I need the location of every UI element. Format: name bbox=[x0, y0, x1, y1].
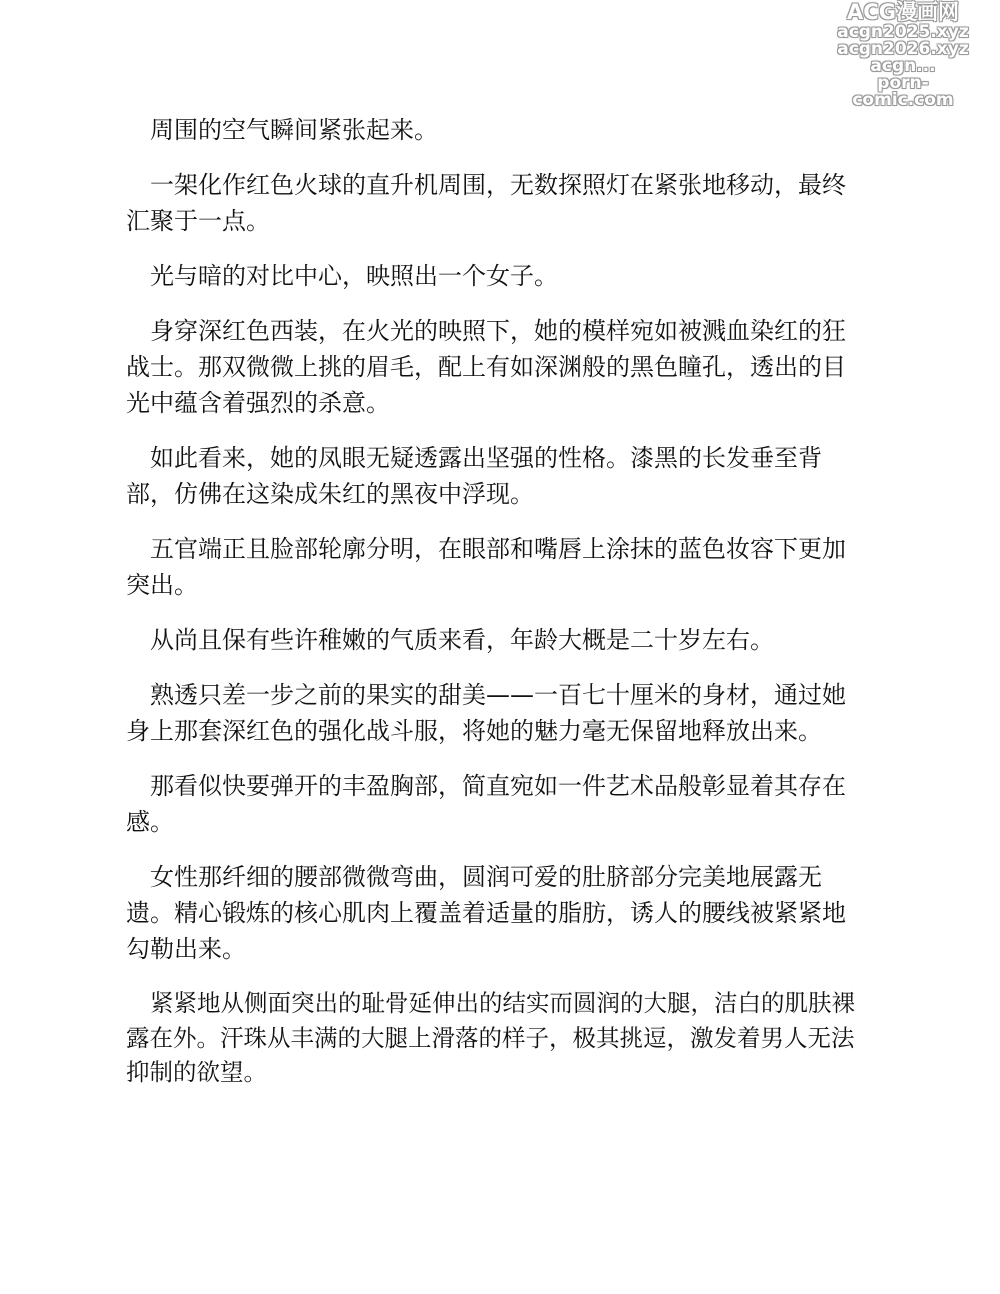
paragraph-6: 五官端正且脸部轮廓分明，在眼部和嘴唇上涂抹的蓝色妆容下更加突出。 bbox=[126, 535, 846, 599]
watermark-domain-3: acgn... bbox=[870, 56, 936, 76]
paragraph-10: 女性那纤细的腰部微微弯曲，圆润可爱的肚脐部分完美地展露无遗。精心锻炼的核心肌肉上覆盖着适量的脂肪，诱人的腰线被紧紧地勾勒出来。 bbox=[126, 863, 846, 963]
watermark-domain-2: acgn2026.xyz bbox=[837, 39, 969, 59]
paragraph-7: 从尚且保有些许稚嫩的气质来看，年龄大概是二十岁左右。 bbox=[150, 626, 774, 654]
paragraph-11: 紧紧地从侧面突出的耻骨延伸出的结实而圆润的大腿，洁白的肌肤裸露在外。汗珠从丰满的大腿上滑落的样子，极其挑逗，激发着男人无法抑制的欲望。 bbox=[126, 989, 855, 1086]
paragraph-3: 光与暗的对比中心，映照出一个女子。 bbox=[150, 262, 558, 290]
paragraph-8: 熟透只差一步之前的果实的甜美——一百七十厘米的身材，通过她身上那套深红色的强化战斗服，将她的魅力毫无保留地释放出来。 bbox=[126, 681, 846, 745]
watermark-domain-4: porn-comic.com bbox=[852, 73, 954, 110]
paragraph-4: 身穿深红色西装，在火光的映照下，她的模样宛如被溅血染红的狂战士。那双微微上挑的眉毛，配上有如深渊般的黑色瞳孔，透出的目光中蕴含着强烈的杀意。 bbox=[126, 317, 846, 417]
paragraph-5: 如此看来，她的凤眼无疑透露出坚强的性格。漆黑的长发垂至背部，仿佛在这染成朱红的黑夜中浮现。 bbox=[126, 444, 822, 508]
paragraph-9: 那看似快要弹开的丰盈胸部，简直宛如一件艺术品般彰显着其存在感。 bbox=[126, 772, 846, 836]
document-body bbox=[126, 112, 866, 1109]
watermark-domain-1: acgn2025.xyz bbox=[837, 22, 969, 42]
paragraph-1: 周围的空气瞬间紧张起来。 bbox=[150, 116, 438, 144]
watermark-title: ACG漫画网 bbox=[847, 0, 959, 24]
paragraph-2: 一架化作红色火球的直升机周围，无数探照灯在紧张地移动，最终汇聚于一点。 bbox=[126, 171, 846, 235]
site-watermark bbox=[828, 2, 978, 109]
